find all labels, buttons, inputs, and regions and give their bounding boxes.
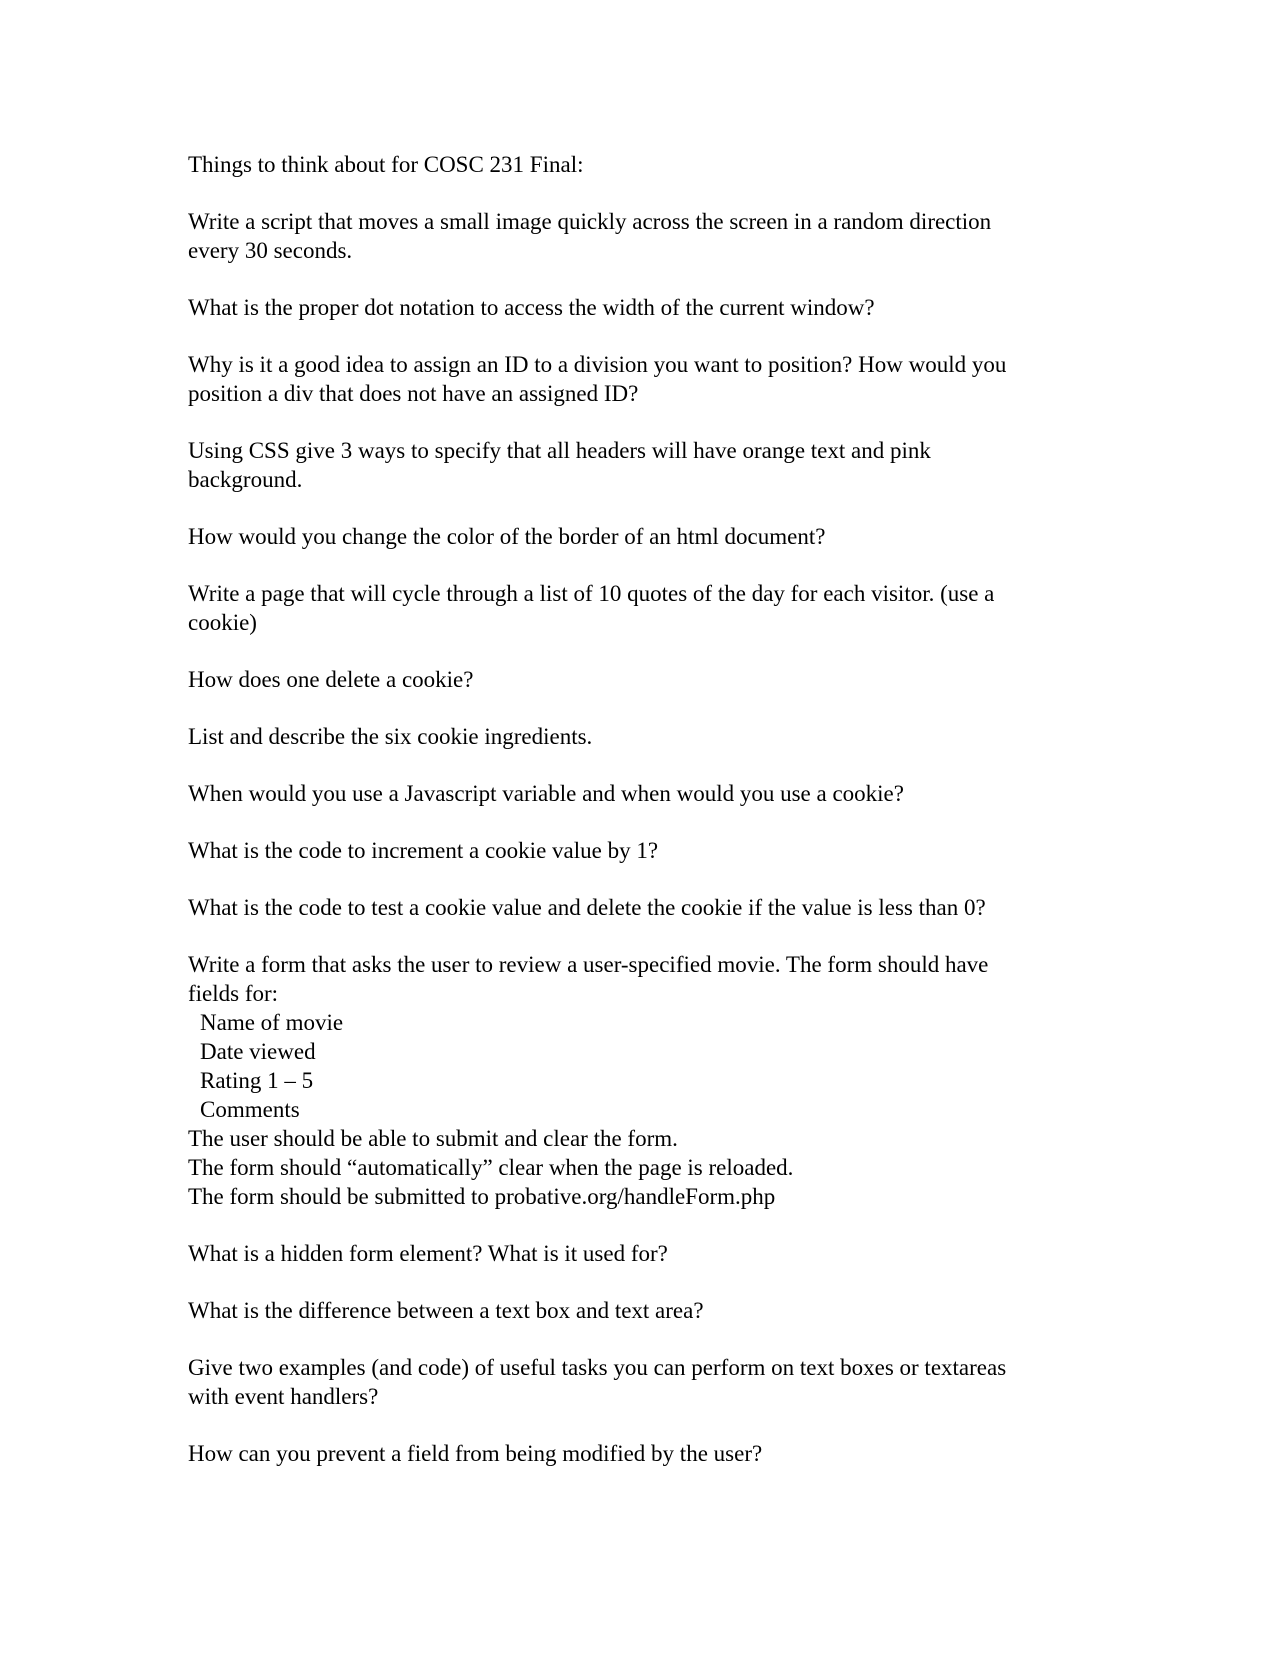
- question-line: fields for:: [188, 981, 279, 1006]
- question-line: What is a hidden form element? What is it used for?: [188, 1241, 668, 1266]
- question-line: What is the proper dot notation to access the width of the current window?: [188, 295, 875, 320]
- question-line: What is the difference between a text box and text area?: [188, 1298, 704, 1323]
- form-field-item: Date viewed: [200, 1039, 316, 1064]
- title-text: Things to think about for COSC 231 Final:: [188, 152, 584, 177]
- form-field-item: Rating 1 – 5: [200, 1068, 314, 1093]
- form-note: The form should “automatically” clear when the page is reloaded.: [188, 1155, 794, 1180]
- question-4: [188, 436, 1108, 494]
- question-15: [188, 1353, 1108, 1411]
- question-line: every 30 seconds.: [188, 238, 353, 263]
- question-line: Write a script that moves a small image quickly across the screen in a random direction: [188, 209, 992, 234]
- question-11: [188, 893, 1108, 922]
- question-line: position a div that does not have an assigned ID?: [188, 381, 639, 406]
- question-line: with event handlers?: [188, 1384, 379, 1409]
- question-1: [188, 207, 1108, 265]
- question-line: List and describe the six cookie ingredients.: [188, 724, 593, 749]
- question-line: How can you prevent a field from being modified by the user?: [188, 1441, 763, 1466]
- form-field-item: Name of movie: [200, 1010, 344, 1035]
- question-line: background.: [188, 467, 303, 492]
- question-12: [188, 950, 1108, 1211]
- question-9: [188, 779, 1108, 808]
- question-line: How would you change the color of the border of an html document?: [188, 524, 826, 549]
- question-line: Why is it a good idea to assign an ID to a division you want to position? How would you: [188, 352, 1007, 377]
- question-line: Write a page that will cycle through a list of 10 quotes of the day for each visitor. (use a: [188, 581, 995, 606]
- question-6: [188, 579, 1108, 637]
- document-title: [188, 150, 1108, 179]
- question-14: [188, 1296, 1108, 1325]
- question-13: [188, 1239, 1108, 1268]
- form-field-item: Comments: [200, 1097, 300, 1122]
- question-line: What is the code to increment a cookie value by 1?: [188, 838, 659, 863]
- question-10: [188, 836, 1108, 865]
- question-line: Using CSS give 3 ways to specify that all headers will have orange text and pink: [188, 438, 931, 463]
- question-line: When would you use a Javascript variable and when would you use a cookie?: [188, 781, 904, 806]
- question-8: [188, 722, 1108, 751]
- document-page: [188, 150, 1108, 1496]
- question-7: [188, 665, 1108, 694]
- question-line: Give two examples (and code) of useful tasks you can perform on text boxes or textareas: [188, 1355, 1007, 1380]
- form-note: The form should be submitted to probative.org/handleForm.php: [188, 1184, 776, 1209]
- question-line: What is the code to test a cookie value and delete the cookie if the value is less than 0?: [188, 895, 986, 920]
- question-5: [188, 522, 1108, 551]
- question-line: cookie): [188, 610, 257, 635]
- question-2: [188, 293, 1108, 322]
- question-line: Write a form that asks the user to review a user-specified movie. The form should have: [188, 952, 989, 977]
- question-line: How does one delete a cookie?: [188, 667, 474, 692]
- question-3: [188, 350, 1108, 408]
- form-note: The user should be able to submit and clear the form.: [188, 1126, 678, 1151]
- question-16: [188, 1439, 1108, 1468]
